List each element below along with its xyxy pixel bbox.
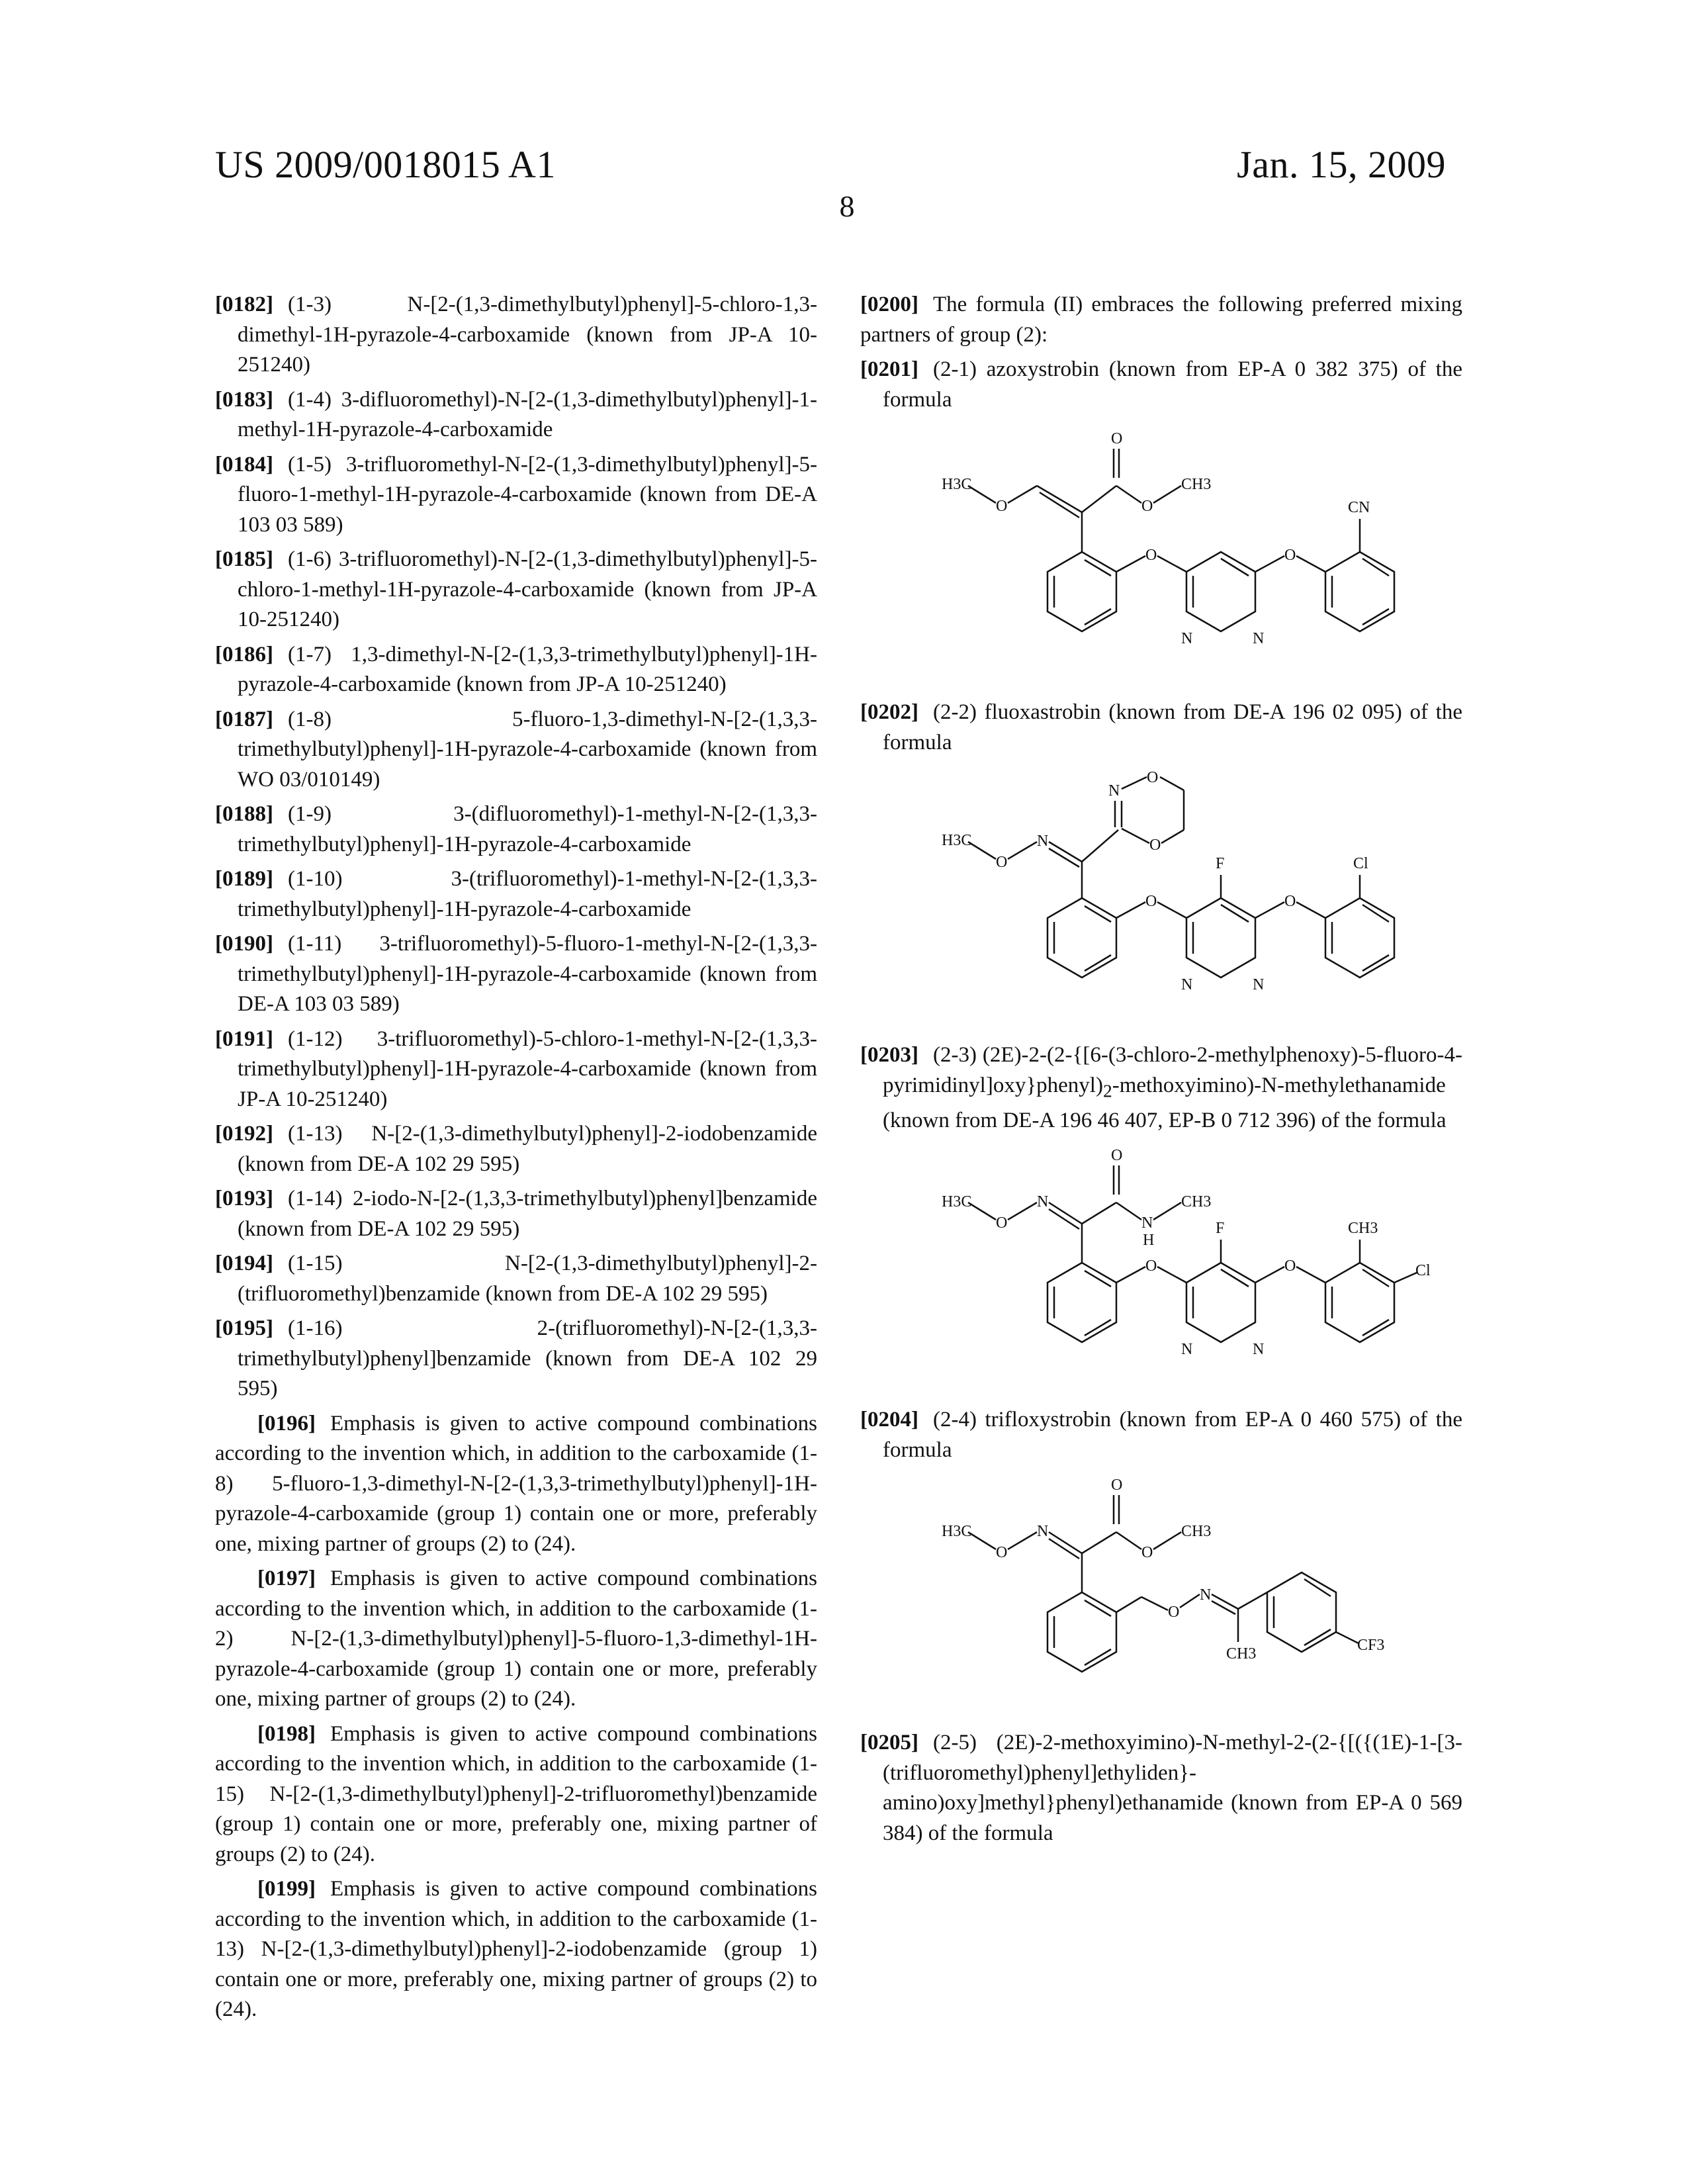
publication-number: US 2009/0018015 A1 <box>215 143 556 186</box>
paragraph-0193: [0193] (1-14) 2-iodo-N-[2-(1,3,3-trimethylbutyl)phenyl]benzamide (known from DE-A 102 29 595) <box>215 1187 817 1241</box>
bond <box>1296 556 1325 572</box>
bond <box>1238 1592 1267 1609</box>
bond <box>1008 1203 1037 1220</box>
atom-label: CF3 <box>1357 1637 1385 1655</box>
atom-label: O <box>1145 893 1157 910</box>
atom-label: O <box>1149 837 1161 854</box>
bond <box>1082 1532 1116 1553</box>
benzene-ring <box>1267 1572 1336 1652</box>
bond <box>1153 1532 1181 1549</box>
paragraph-0191: [0191] (1-12) 3-trifluoromethyl)-5-chloro-1-methyl-N-[2-(1,3,3-trimethylbutyl)phenyl]-1H-pyrazole-4-carboxamide (known from JP-A 10-251240) <box>215 1026 817 1111</box>
bond <box>1037 486 1082 512</box>
atom-label: N <box>1253 976 1265 993</box>
pyrimidine-ring <box>1186 1263 1255 1342</box>
paragraph-0189: [0189] (1-10) 3-(trifluoromethyl)-1-methyl-N-[2-(1,3,3-trimethylbutyl)phenyl]-1H-pyrazole-4-carboxamide <box>215 867 817 921</box>
benzene-ring <box>1048 898 1116 978</box>
atom-label: N <box>1108 782 1120 799</box>
bond <box>1008 842 1037 859</box>
bond <box>1008 1532 1037 1549</box>
bond <box>968 842 996 859</box>
atom-label: CH3 <box>1181 1193 1212 1211</box>
atom-label: N <box>1253 630 1265 647</box>
atom-label: Cl <box>1415 1262 1431 1280</box>
atom-label: N <box>1253 1341 1265 1359</box>
paragraph-0190: [0190] (1-11) 3-trifluoromethyl)-5-fluoro-1-methyl-N-[2-(1,3,3-trimethylbutyl)phenyl]-1H-pyrazole-4-carboxamide (known from DE-A 103 03 589) <box>215 932 817 1016</box>
bond <box>1141 1597 1168 1610</box>
bond <box>1116 1532 1141 1549</box>
atom-label: O <box>1111 1147 1123 1165</box>
fluoxastrobin-structure <box>890 762 1433 1040</box>
bond <box>1255 1267 1284 1283</box>
paragraph-0196: [0196] Emphasis is given to active compound combinations according to the invention which, in addition to the carboxamide (1-8) 5-fluoro-1,3-dimethyl-N-[2-(1,3,3-trimethylbutyl)phenyl]-1H-pyrazole-4-carboxamide (group 1) contain one or more, preferably one, mixing partner of groups (2) to (24). <box>215 1411 817 1556</box>
bond <box>1255 556 1284 572</box>
trifloxystrobin-structure <box>890 1470 1433 1728</box>
atom-label: CH3 <box>1348 1220 1378 1238</box>
atom-label: N <box>1141 1214 1153 1232</box>
bond <box>968 1532 996 1549</box>
atom-label: N <box>1181 976 1193 993</box>
atom-label: H3C <box>942 1523 972 1541</box>
paragraph-0194: [0194] (1-15) N-[2-(1,3-dimethylbutyl)phenyl]-2-(trifluoromethyl)benzamide (known from DE-A 102 29 595) <box>215 1251 817 1306</box>
bond <box>1085 1600 1111 1616</box>
bond <box>1180 1594 1200 1608</box>
atom-label: H <box>1143 1232 1155 1250</box>
bond <box>1296 902 1325 918</box>
bond <box>1122 777 1147 789</box>
atom-label: N <box>1037 833 1049 850</box>
benzene-ring <box>1325 898 1394 978</box>
bond <box>1157 1267 1186 1283</box>
bond <box>1394 1273 1417 1283</box>
paragraph-0203: [0203] (2-3) $(2E)-2-(2-\{[6-(3-chloro-2-methylphenoxy)-5-fluoro-4-pyrimidinyl]oxy\}phenyl)_2-methoxyimino)-N$-methylethanamide (known from DE-A 196 46 407, EP-B 0 712 396) of the formula <box>860 1043 1462 1132</box>
paragraph-0186: [0186] (1-7) 1,3-dimethyl-N-[2-(1,3,3-trimethylbutyl)phenyl]-1H-pyrazole-4-carboxamide (known from JP-A 10-251240) <box>215 642 817 696</box>
paragraph-0205: [0205] (2-5) (2E)-2-methoxyimino)-N-methyl-2-(2-{[({(1E)-1-[3-(trifluoromethyl)phenyl]ethyliden}-amino)oxy]methyl}phenyl)ethanamide (known from EP-A 0 569 384) of the formula <box>860 1731 1462 1845</box>
paragraph-0204: [0204] (2-4) trifloxystrobin (known from EP-A 0 460 575) of the formula <box>860 1408 1462 1462</box>
paragraph-0183: [0183] (1-4) 3-difluoromethyl)-N-[2-(1,3-dimethylbutyl)phenyl]-1-methyl-1H-pyrazole-4-carboxamide <box>215 387 817 441</box>
paragraph-0200: [0200] The formula (II) embraces the following preferred mixing partners of group (2): <box>860 293 1462 347</box>
atom-label: O <box>996 1214 1008 1232</box>
benzene-ring <box>1048 1263 1116 1342</box>
bond <box>1116 556 1145 572</box>
bond <box>1212 1601 1235 1614</box>
bond <box>1116 486 1141 503</box>
paragraph-0187: [0187] (1-8) 5-fluoro-1,3-dimethyl-N-[2-(1,3,3-trimethylbutyl)phenyl]-1H-pyrazole-4-carboxamide (known from WO 03/010149) <box>215 707 817 792</box>
atom-label: O <box>1168 1604 1180 1621</box>
bond <box>968 486 996 503</box>
atom-label: CN <box>1348 499 1370 516</box>
atom-label: CH3 <box>1226 1645 1257 1663</box>
atom-label: N <box>1037 1523 1049 1541</box>
paragraph-0202: [0202] (2-2) fluoxastrobin (known from DE-A 196 02 095) of the formula <box>860 700 1462 754</box>
bond <box>1082 830 1118 862</box>
paragraph-0185: [0185] (1-6) 3-trifluoromethyl)-N-[2-(1,3-dimethylbutyl)phenyl]-5-chloro-1-methyl-1H-pyrazole-4-carboxamide (known from JP-A 10-251240) <box>215 547 817 631</box>
bond <box>1122 829 1149 843</box>
left-column <box>215 290 817 2030</box>
bond <box>1221 559 1249 576</box>
bond <box>1153 1203 1181 1220</box>
benzene-ring <box>1048 1592 1116 1672</box>
bond <box>1116 1203 1141 1220</box>
atom-label: O <box>1111 1477 1123 1494</box>
bond <box>1085 560 1111 576</box>
paragraph-0198: [0198] Emphasis is given to active compound combinations according to the invention which, in addition to the carboxamide (1-15) N-[2-(1,3-dimethylbutyl)phenyl]-2-trifluoromethyl)benzamide (group 1) contain one or more, preferably one, mixing partner of groups (2) to (24). <box>215 1721 817 1866</box>
publication-date: Jan. 15, 2009 <box>1237 143 1446 186</box>
paragraph-0184: [0184] (1-5) 3-trifluoromethyl-N-[2-(1,3-dimethylbutyl)phenyl]-5-fluoro-1-methyl-1H-pyrazole-4-carboxamide (known from DE-A 103 03 589) <box>215 452 817 537</box>
paragraph-0201: [0201] (2-1) azoxystrobin (known from EP-A 0 382 375) of the formula <box>860 357 1462 412</box>
bond <box>1221 1269 1249 1287</box>
atom-label: O <box>996 498 1008 515</box>
pyrimidine-ring <box>1186 552 1255 631</box>
atom-label: O <box>1284 893 1296 910</box>
atom-label: O <box>1147 769 1159 786</box>
bond <box>1082 486 1116 512</box>
atom-label: N <box>1181 1341 1193 1359</box>
bond <box>1116 1597 1141 1612</box>
atom-label: CH3 <box>1181 1523 1212 1541</box>
atom-label: N <box>1200 1586 1212 1604</box>
atom-label: H3C <box>942 1193 972 1211</box>
bond <box>1040 492 1079 518</box>
bond <box>1161 830 1184 843</box>
bond <box>1116 1267 1145 1283</box>
paragraph-0195: [0195] (1-16) 2-(trifluoromethyl)-N-[2-(1,3,3-trimethylbutyl)phenyl]benzamide (known from DE-A 102 29 595) <box>215 1316 817 1400</box>
atom-label: CH3 <box>1181 476 1212 493</box>
paragraph-0199: [0199] Emphasis is given to active compound combinations according to the invention which, in addition to the carboxamide (1-13) N-[2-(1,3-dimethylbutyl)phenyl]-2-iodobenzamide (group 1) contain one or more, preferably one, mixing partner of groups (2) to (24). <box>215 1877 817 2021</box>
atom-label: O <box>1284 547 1296 564</box>
atom-label: O <box>1141 1544 1153 1562</box>
compound-2-3-structure <box>890 1140 1433 1405</box>
atom-label: N <box>1037 1193 1049 1211</box>
bond <box>1212 1594 1238 1609</box>
paragraph-0182: [0182] (1-3) N-[2-(1,3-dimethylbutyl)phenyl]-5-chloro-1,3-dimethyl-1H-pyrazole-4-carboxamide (known from JP-A 10-251240) <box>215 293 817 377</box>
atom-label: O <box>996 1544 1008 1562</box>
bond <box>1336 1632 1359 1643</box>
atom-label: Cl <box>1353 855 1368 872</box>
page-number: 8 <box>839 189 855 223</box>
benzene-ring <box>1325 1263 1394 1342</box>
atom-label: F <box>1216 855 1225 872</box>
paragraph-0192: [0192] (1-13) N-[2-(1,3-dimethylbutyl)phenyl]-2-iodobenzamide (known from DE-A 102 29 595) <box>215 1122 817 1176</box>
bond <box>1157 902 1186 918</box>
bond <box>1160 777 1184 790</box>
pyrimidine-ring <box>1186 898 1255 978</box>
bond <box>1255 902 1284 918</box>
bond <box>1296 1267 1325 1283</box>
atom-label: O <box>1145 547 1157 564</box>
bond <box>968 1203 996 1220</box>
atom-label: O <box>1284 1257 1296 1275</box>
atom-label: H3C <box>942 476 972 493</box>
atom-label: O <box>1141 498 1153 515</box>
atom-label: F <box>1216 1220 1225 1238</box>
right-column <box>860 290 1462 1853</box>
bond <box>1221 905 1249 922</box>
bond <box>1008 486 1037 503</box>
atom-label: N <box>1181 630 1193 647</box>
azoxystrobin-structure <box>890 420 1433 698</box>
bond <box>1153 486 1181 503</box>
paragraph-0188: [0188] (1-9) 3-(difluoromethyl)-1-methyl-N-[2-(1,3,3-trimethylbutyl)phenyl]-1H-pyrazole-4-carboxamide <box>215 802 817 856</box>
bond <box>1085 1271 1111 1287</box>
bond <box>1085 906 1111 922</box>
atom-label: O <box>996 854 1008 871</box>
bond <box>1082 1203 1116 1224</box>
benzene-ring <box>1325 552 1394 631</box>
atom-label: O <box>1145 1257 1157 1275</box>
atom-label: O <box>1111 430 1123 447</box>
paragraph-0197: [0197] Emphasis is given to active compound combinations according to the invention which, in addition to the carboxamide (1-2) N-[2-(1,3-dimethylbutyl)phenyl]-5-fluoro-1,3-dimethyl-1H-pyrazole-4-carboxamide (group 1) contain one or more, preferably one, mixing partner of groups (2) to (24). <box>215 1567 817 1711</box>
benzene-ring <box>1048 552 1116 631</box>
bond <box>1157 556 1186 572</box>
bond <box>1116 902 1145 918</box>
atom-label: H3C <box>942 832 972 849</box>
